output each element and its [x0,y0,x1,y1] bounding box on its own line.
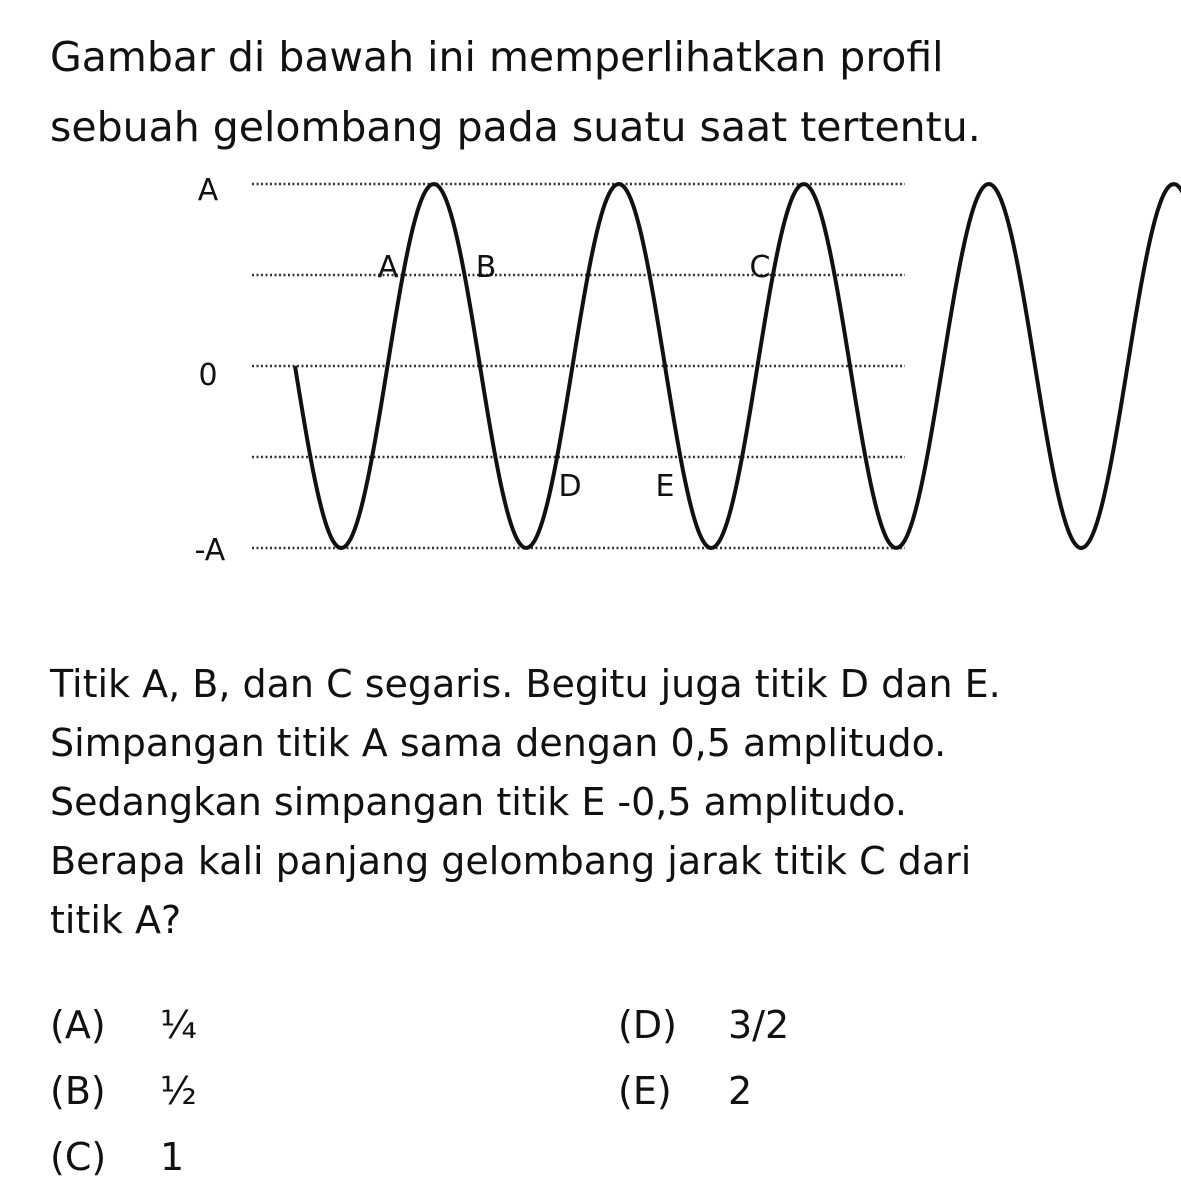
option-a-letter: (A) [50,1003,106,1047]
y-label-negative-amplitude: -A [194,533,226,568]
point-label-b: B [475,250,497,285]
option-d[interactable] [618,1000,789,1050]
option-a-value: ¼ [160,1003,197,1047]
intro-line-2: sebuah gelombang pada suatu saat tertentu. [50,103,981,151]
option-b-value: ½ [160,1069,197,1113]
question-line-4: Berapa kali panjang gelombang jarak titik C dari [50,839,972,883]
option-e-letter: (E) [618,1069,672,1113]
option-b-letter: (B) [50,1069,106,1113]
option-e-value: 2 [728,1069,753,1113]
point-label-d: D [558,469,582,504]
option-e[interactable] [618,1066,752,1116]
option-a[interactable] [50,1000,197,1050]
question-line-5: titik A? [50,898,182,942]
option-c-letter: (C) [50,1135,107,1179]
y-label-amplitude: A [197,173,219,208]
question-line-1: Titik A, B, dan C segaris. Begitu juga titik D dan E. [50,662,1001,706]
point-label-e: E [655,469,675,504]
point-label-c: C [749,250,771,285]
option-c-value: 1 [160,1135,185,1179]
y-label-zero: 0 [198,358,218,393]
question-line-3: Sedangkan simpangan titik E -0,5 amplitudo. [50,780,907,824]
question-line-2: Simpangan titik A sama dengan 0,5 amplitudo. [50,721,947,765]
option-b[interactable] [50,1066,197,1116]
option-d-letter: (D) [618,1003,677,1047]
intro-line-1: Gambar di bawah ini memperlihatkan profil [50,33,944,81]
question-text [50,655,1150,950]
option-c[interactable] [50,1132,184,1182]
point-label-a: A [377,250,399,285]
option-d-value: 3/2 [728,1003,790,1047]
